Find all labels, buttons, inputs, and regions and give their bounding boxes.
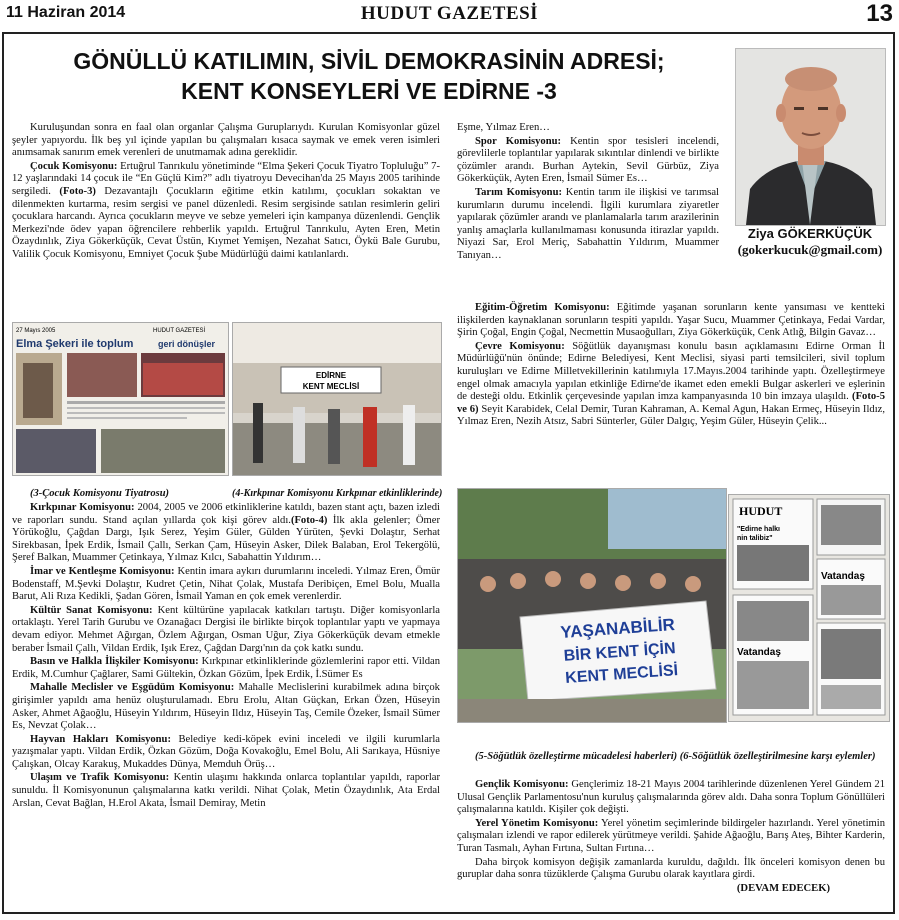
yerel-text: Yerel yönetim seçimlerinde bildirgeler hazırlandı. Yerel yönetimin çalışmaları izlendi ve rapor edilerek yürütmeye verildi. Şahide Ağaoğlu, Barış Ateş, Bihter Karderin, Turan Tasmalı, Ayhan Fırtına, Sultan Fırtına… — [457, 817, 885, 854]
kultur-text: Kent kültürüne yapılacak katkıları tartıştı. Diğer komisyonlarla ortaklaştı. Yerel Tarih Gurubu ve Ozanağacı Dergisi ile birlikte birçok toplantılar yaptı ve yapmaya devam ediyor. Mehmet Ağırgan, Özlem Ağırgan, Osman Uğur, Ziya Gökerküçük devam etmekle beraber İsmail Çallı, Vildan Erdik, Işık Erez, Çağdan Dargı'nın da çok katkı sundu. — [12, 604, 440, 654]
collage-headline-1: "Edirne halkı — [737, 526, 780, 533]
mahalle-title: Mahalle Meclisler ve Eşgüdüm Komisyonu: — [30, 682, 235, 694]
tarim-title: Tarım Komisyonu: — [475, 186, 562, 198]
cevre-text-2: Seyit Karabidek, Celal Demir, Turan Kahraman, A. Kemal Agun, Hakan Ermeç, Hüseyin Ildız, Yılmaz Eren, Nezih Atsız, Sabri Sünterler, Güler Dalgıç, Yeşim Güler, Hüseyin Çelik... — [457, 403, 885, 428]
imar-title: İmar ve Kentleşme Komisyonu: — [30, 565, 175, 577]
clip-date: 27 Mayıs 2005 — [16, 328, 56, 334]
photo-4-kirkpinar — [232, 322, 442, 476]
cevre-text: Söğütlük dayanışması konulu basın açıklamasını Edirne Orman İl Müdürlüğü'nün önünde; Edirne Belediyesi, Kent Meclisi, siyasi parti temsilcileri, sivil toplum kuruluşları ve Edirne Milletvekillerinin katılımıyla 17.Mayıs.2004 tarihinde yaptı. Özelleştirmeye engel olmak amacıyla yapılan etkinliğe Edirne'de ikamet eden emekli Bulgar askerleri ve eşlerinin de desteği oldu. Etkinlik çerçevesinde yapılan imza kampanyasında 10 bin imzaya ulaşıldı. — [457, 340, 885, 403]
basin-text: Kırkpınar etkinliklerinde gözlemlerini rapor etti. Vildan Erdik, M.Cumhur Çağlarer, Sami Gültekin, Özkan Gözüm, İpek Erdik, İ.Sümer Es — [12, 656, 440, 680]
collage-headline-3: Vatandaş — [737, 647, 781, 658]
protest-banner-line-3: KENT MECLİSİ — [564, 662, 679, 687]
tarim-paragraph — [457, 187, 719, 263]
author-email[interactable]: (gokerkucuk@gmail.com) — [737, 242, 883, 257]
kirkpinar-paragraph — [12, 502, 440, 565]
egitim-title: Eğitim-Öğretim Komisyonu: — [475, 302, 610, 313]
devam-edecek: (DEVAM EDECEK) — [736, 882, 830, 894]
cevre-foto-ref: (Foto-5 ve 6) — [457, 391, 885, 415]
column-right-top — [457, 122, 719, 264]
caption-3: (3-Çocuk Komisyonu Tiyatrosu) — [30, 488, 170, 499]
egitim-text: Eğitimde yaşanan sorunların kente yansıması ve kentteki ilişkilerden kaynaklanan sorunların tespiti yapıldı. Yaşar Sucu, Muammer Çetinkaya, Fedai Vardar, Şirin Çoğal, Engin Çoğal, Necmettin Musaoğulları, Ziya Gökerküçük, Cenk Atlığ, Bilgin Gavaz… — [457, 302, 885, 339]
intro-paragraph: Kuruluşundan sonra en faal olan organlar Çalışma Guruplarıydı. Kurulan Komisyonlar güzel şeyler yapıyordu. İlk beş yıl içinde yapılan bu çalışmaları kısaca saymak ve emek veren isimleri anımsamak sanırım emek verenleri de unutmamak adına gereklidir. — [12, 122, 440, 159]
article-headline — [10, 46, 728, 106]
closing-paragraph: Daha birçok komisyon değişik zamanlarda kuruldu, dağıldı. İlk önceleri komisyon denen bu guruplar daha sonra tüzüklerde Çalışma Gurubu olarak kayıtlara girdi. — [457, 856, 885, 881]
newspaper-name: HUDUT GAZETESİ — [360, 3, 539, 24]
spor-title: Spor Komisyonu: — [475, 135, 562, 147]
page-number: 13 — [866, 0, 893, 27]
collage-headline-1b: nin talibiz" — [737, 535, 773, 542]
esme-line: Eşme, Yılmaz Eren… — [457, 122, 550, 133]
kirkpinar-text: 2004, 2005 ve 2006 etkinliklerine katıldı, bazen stant açtı, bazen izledi ve raporları sundu. Stand açılan yıllarda çok kişi görev aldı. — [12, 502, 441, 526]
headline-line-1: GÖNÜLLÜ KATILIMIN, SİVİL DEMOKRASİNİN ADRESİ; — [73, 48, 665, 74]
collage-masthead: HUDUT — [739, 504, 783, 518]
hayvan-paragraph — [12, 734, 440, 772]
yerel-paragraph — [457, 818, 885, 856]
ulasim-text: Kentin ulaşımı hakkında onlarca toplantılar yapıldı, raporlar sunuldu. İl Komisyonunun çalışmalarına katkı verildi. Nihat Çolak, Metin Özaydınlık, Ata Erdal Arslan, Cevat Bağlan, H.Erol Akata, İsmail Demiray, Metin — [12, 772, 441, 809]
spor-paragraph — [457, 136, 719, 186]
collage-image — [729, 495, 889, 721]
protest-banner-line-2: BİR KENT İÇİN — [563, 640, 677, 665]
kultur-paragraph — [12, 605, 440, 655]
photo-6-newspaper-collage — [728, 494, 890, 722]
headline-line-2: KENT KONSEYLERİ VE EDİRNE -3 — [181, 78, 557, 104]
genclik-text: Gençlerimiz 18-21 Mayıs 2004 tarihlerinde düzenlenen Yerel Gündem 21 Ulusal Gençlik Parlamentosu'nun kuruluş çalışmalarında görev aldı. Daha sonra Toplum Gönüllüleri çalışmalarına katıldı. Kişiler çok değişti. — [457, 779, 886, 816]
egitim-paragraph — [457, 302, 885, 340]
clipping-image — [13, 323, 228, 475]
photo-5-protest — [457, 488, 727, 723]
basin-title: Basın ve Halkla İlişkiler Komisyonu: — [30, 656, 199, 668]
cocuk-text: Ertuğrul Tanrıkulu yönetiminde “Elma Şekeri Çocuk Tiyatro Topluluğu” 7-12 yaşlarındaki 14 çocuk ile “En Güçlü Kim?” adlı tiyatroyu Devecihan'da 25 Mayıs 2005 tarihinde sergiledi. — [12, 160, 440, 197]
column-right-bottom — [457, 779, 885, 895]
collage-headline-2: Vatandaş — [821, 571, 865, 582]
cocuk-text-2: Dezavantajlı Çocukların eğitime etkin katılımı, çocukları sokaktan ve dilenmekten kurtarma, resim sergisi ve panel düzenledi. Resim sergisinde satılan resimlerin geliri çocuklara harcandı. Ayrıca çocukların meyve ve sebze yemeleri için kampanya düzenlendi. Gençlik Merkezi'nde ödev yapan öğrencilere rehberlik yapıldı. Ertuğrul Tanrıkulu, Ayten Eren, Metin Özaydınlık, Ziya Gökerküçük, Cevat Üstün, Kıymet Yemişen, Nezahat Satıcı, Öykü Bale Gurubu, Valilik Çocuk Komisyonu, Emniyet Çocuk Şube Müdürlüğü daimi katılanlardı. — [12, 185, 440, 260]
cevre-title: Çevre Komisyonu: — [475, 340, 565, 352]
clip-headline: Elma Şekeri ile toplum — [16, 338, 134, 350]
clip-paper: HUDUT GAZETESİ — [153, 328, 206, 334]
ulasim-title: Ulaşım ve Trafik Komisyonu: — [30, 772, 170, 784]
protest-image — [458, 489, 726, 722]
basin-paragraph — [12, 656, 440, 681]
kirkpinar-image — [233, 323, 441, 475]
genclik-title: Gençlik Komisyonu: — [475, 779, 569, 790]
issue-date: 11 Haziran 2014 — [6, 4, 126, 21]
page-header — [0, 0, 899, 28]
kirkpinar-banner-2: KENT MECLİSİ — [302, 382, 360, 391]
cocuk-title: Çocuk Komisyonu: — [30, 160, 118, 172]
hayvan-text: Belediye kedi-köpek evini inceledi ve ilgili kurumlarla yazışmalar yaptı. Vildan Erdik, Özkan Gözüm, Doğa Kovakoğlu, Emel Bolu, Ali Sarıkaya, Hüsniye Çalışkan, Olcay Karakuş, Mukaddes Dünya, Memduh Örüş… — [12, 733, 440, 770]
kultur-title: Kültür Sanat Komisyonu: — [30, 604, 153, 616]
kirkpinar-title: Kırkpınar Komisyonu: — [30, 502, 135, 513]
kirkpinar-foto-ref: (Foto-4) — [290, 514, 328, 526]
author-photo — [735, 48, 886, 226]
column-left-top — [12, 122, 440, 263]
ulasim-paragraph — [12, 772, 440, 810]
genclik-paragraph — [457, 779, 885, 817]
imar-paragraph — [12, 566, 440, 604]
author-portrait-image — [736, 49, 885, 225]
caption-4: (4-Kırkpınar Komisyonu Kırkpınar etkinliklerinde) — [232, 488, 443, 499]
mahalle-paragraph — [12, 682, 440, 732]
caption-5-6: (5-Söğütlük özelleştirme mücadelesi haberleri) (6-Söğütlük özelleştirilmesine karşı eylemler) — [475, 751, 876, 762]
protest-banner-line-1: YAŞANABİLİR — [559, 615, 676, 642]
imar-text: Kentin imara aykırı durumlarını inceledi. Yılmaz Eren, Ömür Bodenstaff, M.Şevki Dolaştır, Kudret Çetin, Nihat Çolak, Mustafa Deribiçen, Emel Bolu, Mualla Barut, Ali Rıza Kedikli, Şadan Gören, İsmail Yaman en çok emek verenlerdir. — [12, 565, 440, 603]
photo-3-clipping — [12, 322, 229, 476]
cevre-paragraph — [457, 341, 885, 429]
mahalle-text: Mahalle Meclislerini kurabilmek adına birçok girişimler yapıldı ama henüz oluşturulamadı. Ebru Erolu, Altan Güçkan, Erkan Özen, Hüseyin Asker, Ahmet Ağaoğlu, Hüseyin Yıldırım, Hüseyin Ildız, Hüseyin Taş, Cemile Özeker, İsmail Sümer Es, Nevzat Çolak… — [12, 682, 440, 732]
spor-text: Kentin spor tesisleri incelendi, görevlilerle toplantılar yapılarak sıkıntılar dinlendi ve birlikte çözümler arandı. Burhan Aytekin, Sevil Gürbüz, Ziya Gökerküçük, Ayten Eren, İsmail Sümer Es… — [457, 135, 719, 185]
clip-headline-2: geri dönüşler — [158, 339, 216, 349]
yerel-title: Yerel Yönetim Komisyonu: — [475, 817, 599, 829]
cocuk-foto-ref: (Foto-3) — [59, 185, 96, 197]
author-name: Ziya GÖKERKÜÇÜK — [747, 226, 873, 241]
hayvan-title: Hayvan Hakları Komisyonu: — [30, 733, 171, 745]
column-right-mid — [457, 302, 885, 430]
tarim-text: Kentin tarım ile ilişkisi ve tarımsal kurumların durumu incelendi. İlgili kurumlara ziyaretler yapılarak çözümler arandı ve planlamalarla tarım arazilerinin yanlış amaçlarla kullanılmaması konusunda itirazlar yapıldı. Niyazi Sar, Erol Meriç, Sabahattin Yıldırım, Muammer Tanıyan… — [457, 186, 719, 261]
cocuk-paragraph — [12, 161, 440, 262]
author-byline — [726, 226, 894, 258]
kirkpinar-text-2: İlk akla gelenler; Ömer Yörükoğlu, Çağdan Dargı, Işık Serez, Yeşim Güler, Gülden Yürüten, Şevki Dolaştır, Serhat Sirekbasan, İpek Erdik, İsmail Çallı, Serkan Çam, Hüseyin Asker, Dilek Balaban, Erol Tekergölü, Şeref Balkan, Muammer Çetinkaya, Yılmaz Kılcı, Sabahattin Yıldırım… — [12, 514, 440, 564]
kirkpinar-banner: EDİRNE — [315, 371, 347, 380]
column-left-bottom — [12, 502, 440, 811]
